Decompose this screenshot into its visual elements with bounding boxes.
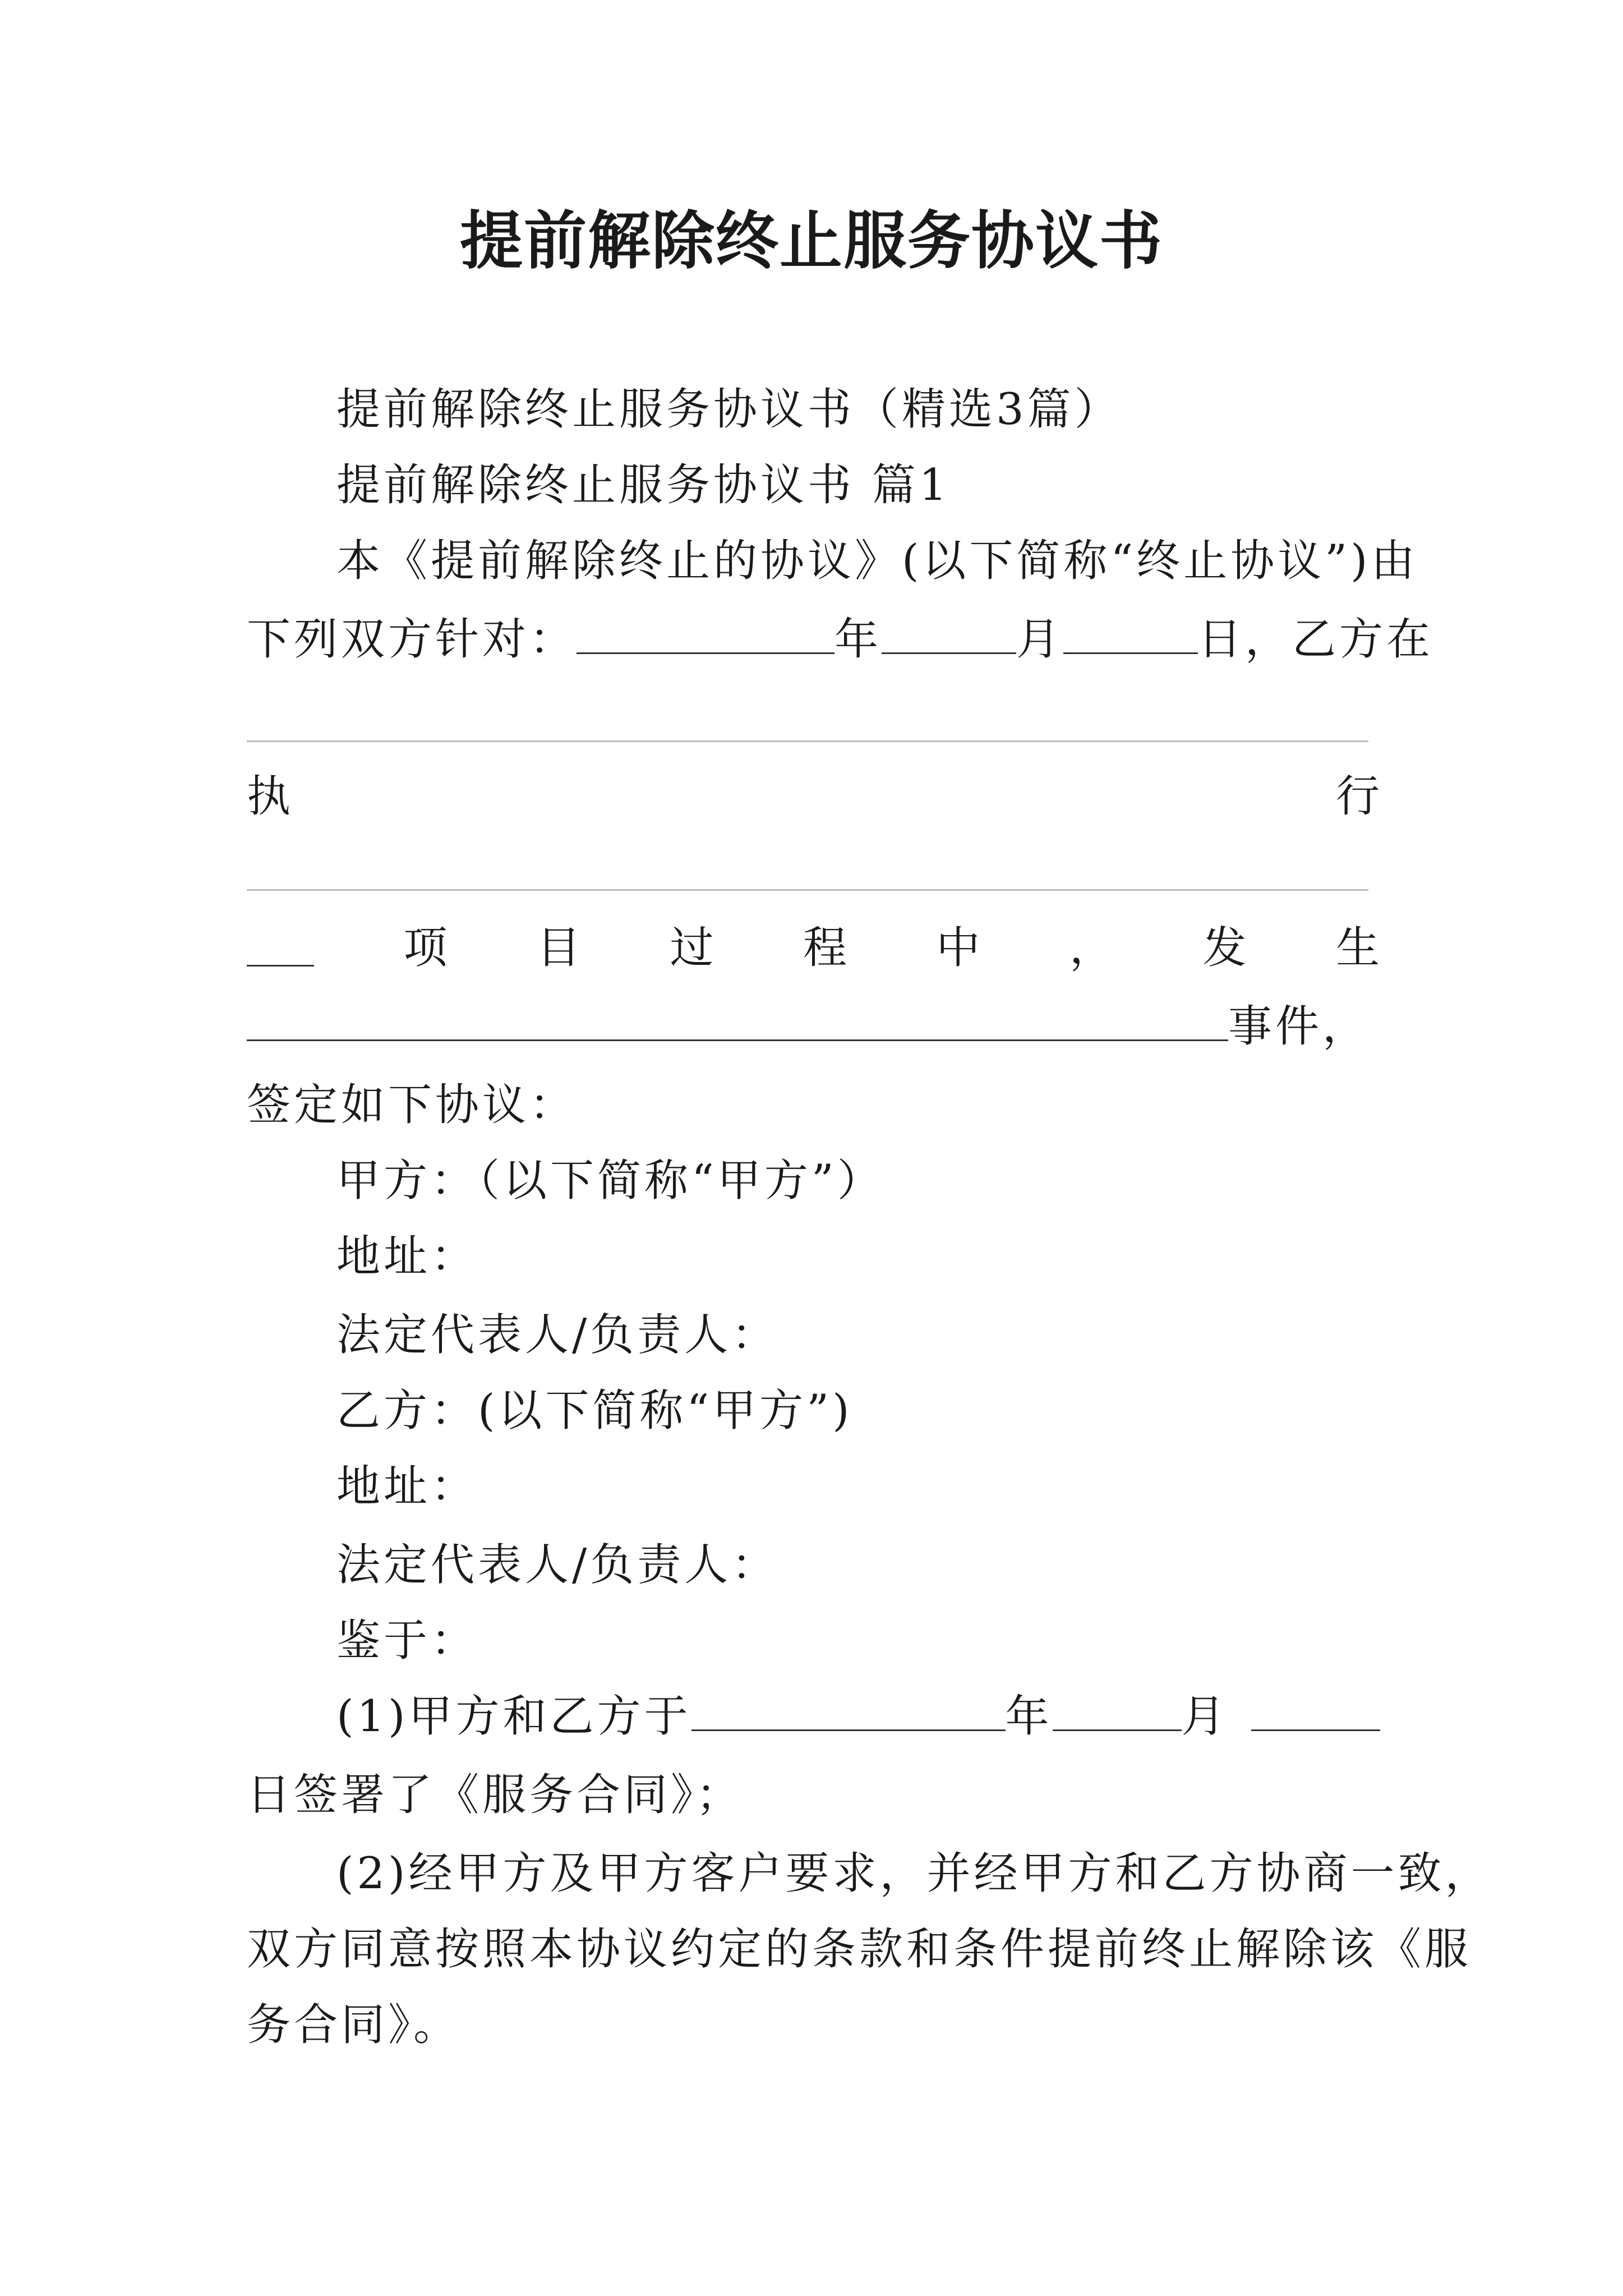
blank-month: [882, 613, 1016, 654]
blank-rule-2: [247, 889, 1368, 891]
blank-year: [577, 613, 834, 654]
document-subtitle: 提前解除终止服务协议书（精选3篇）: [336, 384, 1122, 435]
clause-1-line2: 日签署了《服务合同》；: [247, 1770, 744, 1820]
project-char: 生: [1335, 923, 1380, 973]
exec-left-char: 执: [247, 771, 291, 822]
clause-1-line1: [336, 1688, 1380, 1745]
party-a: 甲方：（以下简称“甲方”）: [336, 1156, 884, 1206]
project-char: ，: [1069, 923, 1113, 973]
day-label: 日，乙方在: [1198, 614, 1434, 665]
party-a-address: 地址：: [336, 1231, 478, 1282]
blank-day: [1063, 613, 1198, 654]
event-line: [247, 999, 1370, 1055]
project-char: 发: [1202, 923, 1247, 973]
party-b-representative: 法定代表人/负责人：: [336, 1540, 779, 1590]
event-suffix: 事件，: [1228, 1001, 1370, 1052]
clause-1-year-label: 年: [1005, 1691, 1053, 1742]
blank-clause-day: [1251, 1690, 1380, 1731]
party-a-representative: 法定代表人/负责人：: [336, 1310, 779, 1360]
clause-2-line2: 双方同意按照本协议约定的条款和条件提前终止解除该《服: [247, 1924, 1472, 1975]
project-char: 目: [536, 923, 580, 973]
clause-1-month-label: 月: [1181, 1691, 1229, 1742]
project-char: 项: [403, 923, 448, 973]
project-char: 程: [803, 923, 847, 973]
clause-2-line3: 务合同》。: [247, 2000, 461, 2050]
month-label: 月: [1016, 614, 1064, 665]
section-heading: 提前解除终止服务协议书 篇1: [336, 460, 951, 510]
project-char: 过: [670, 923, 714, 973]
party-b: 乙方：(以下简称“甲方”): [336, 1386, 853, 1436]
party-b-address: 地址：: [336, 1461, 478, 1512]
project-char: 中: [936, 923, 980, 973]
intro-paragraph-line1: 本《提前解除终止的协议》(以下简称“终止协议”)由: [336, 536, 1418, 586]
intro-paragraph-line2: [247, 611, 1433, 668]
blank-short: [247, 920, 314, 967]
blank-clause-month: [1053, 1690, 1182, 1731]
document-title: 提前解除终止服务协议书: [460, 204, 1163, 278]
clause-1-text: (1)甲方和乙方于: [336, 1691, 691, 1742]
exec-right-char: 行: [1335, 771, 1380, 822]
sign-intro: 签定如下协议：: [247, 1080, 577, 1130]
execute-line: [247, 769, 1380, 825]
blank-rule-1: [247, 740, 1368, 742]
blank-clause-year: [691, 1690, 1006, 1731]
clause-2-line1: (2)经甲方及甲方客户要求，并经甲方和乙方协商一致，: [336, 1848, 1492, 1899]
intro-text: 下列双方针对：: [247, 614, 577, 665]
project-line: [247, 920, 1380, 976]
whereas-heading: 鉴于：: [336, 1616, 478, 1666]
year-label: 年: [834, 614, 882, 665]
blank-event: [247, 1000, 1228, 1041]
